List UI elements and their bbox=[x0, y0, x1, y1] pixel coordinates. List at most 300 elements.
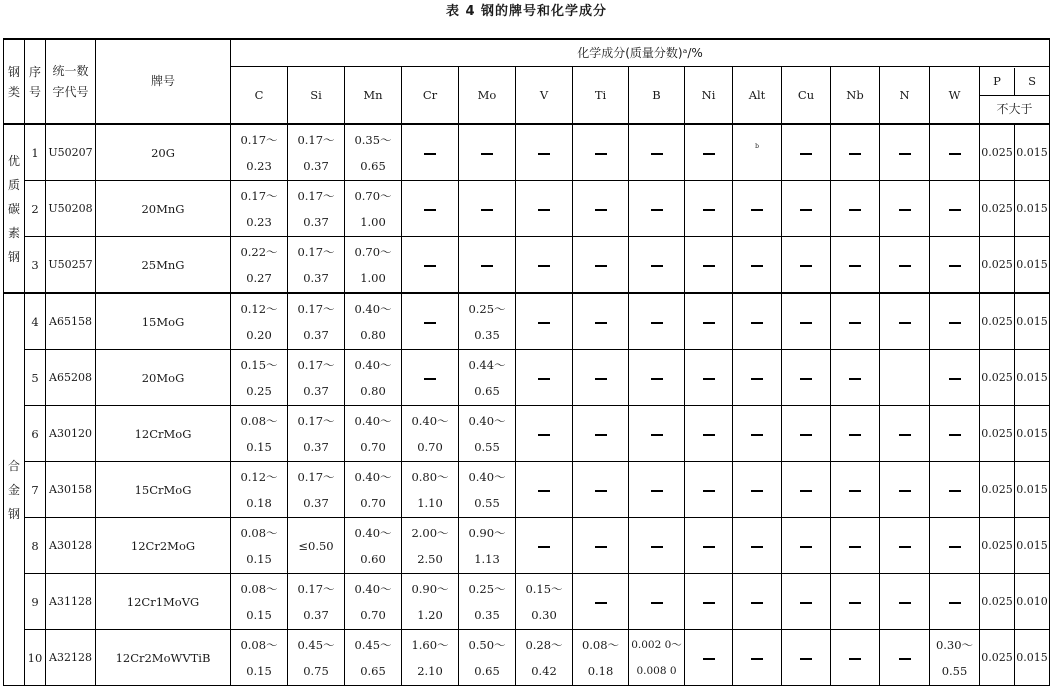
dash-mark bbox=[424, 209, 436, 211]
dash-mark bbox=[800, 265, 812, 267]
dash-mark bbox=[651, 153, 663, 155]
s-cell: 0.015 bbox=[1015, 237, 1050, 294]
footnote-mark: b bbox=[755, 142, 759, 150]
dash-mark bbox=[751, 378, 763, 380]
composition-cell-ti bbox=[573, 293, 629, 350]
seq-cell: 1 bbox=[25, 124, 46, 181]
dash-mark bbox=[949, 602, 961, 604]
dash-mark bbox=[800, 434, 812, 436]
seq-cell: 2 bbox=[25, 181, 46, 237]
dash-mark bbox=[595, 153, 607, 155]
seq-cell: 9 bbox=[25, 574, 46, 630]
composition-cell-mo: 0.40～ 0.55 bbox=[459, 406, 516, 462]
composition-cell-mn: 0.40～ 0.60 bbox=[345, 518, 402, 574]
composition-cell-n bbox=[880, 293, 930, 350]
grade-cell: 12Cr2MoG bbox=[96, 518, 231, 574]
dash-mark bbox=[751, 209, 763, 211]
table-row bbox=[4, 237, 1050, 294]
composition-cell-nb bbox=[831, 181, 880, 237]
dash-mark bbox=[899, 658, 911, 660]
header-not-more-than: 不大于 bbox=[996, 101, 1033, 116]
composition-cell-cu bbox=[782, 406, 831, 462]
composition-cell-nb bbox=[831, 518, 880, 574]
header-element-mo: Mo bbox=[459, 67, 516, 125]
composition-cell-mn: 0.35～ 0.65 bbox=[345, 124, 402, 181]
composition-cell-b bbox=[629, 124, 685, 181]
composition-cell-c: 0.08～ 0.15 bbox=[231, 518, 288, 574]
dash-mark bbox=[949, 490, 961, 492]
composition-cell-cu bbox=[782, 181, 831, 237]
dash-mark bbox=[595, 434, 607, 436]
dash-mark bbox=[595, 322, 607, 324]
code-cell: U50208 bbox=[46, 181, 96, 237]
composition-cell-cr: 0.80～ 1.10 bbox=[402, 462, 459, 518]
s-cell: 0.015 bbox=[1015, 518, 1050, 574]
composition-cell-w bbox=[930, 574, 980, 630]
s-cell: 0.015 bbox=[1015, 124, 1050, 181]
header-element-v: V bbox=[516, 67, 573, 125]
composition-cell-alt bbox=[733, 350, 782, 406]
dash-mark bbox=[751, 602, 763, 604]
p-cell: 0.025 bbox=[980, 237, 1015, 294]
dash-mark bbox=[800, 153, 812, 155]
s-cell: 0.015 bbox=[1015, 406, 1050, 462]
composition-cell-cr bbox=[402, 124, 459, 181]
header-composition: 化学成分(质量分数)ᵃ/% bbox=[231, 39, 1050, 67]
dash-mark bbox=[595, 378, 607, 380]
s-cell: 0.015 bbox=[1015, 181, 1050, 237]
dash-mark bbox=[703, 378, 715, 380]
seq-cell: 3 bbox=[25, 237, 46, 294]
composition-cell-v bbox=[516, 350, 573, 406]
composition-cell-mo: 0.25～ 0.35 bbox=[459, 574, 516, 630]
composition-cell-alt bbox=[733, 518, 782, 574]
composition-cell-c: 0.08～ 0.15 bbox=[231, 574, 288, 630]
code-cell: U50257 bbox=[46, 237, 96, 294]
grade-cell: 25MnG bbox=[96, 237, 231, 294]
composition-cell-ti bbox=[573, 462, 629, 518]
grade-cell: 15MoG bbox=[96, 293, 231, 350]
composition-cell-cr bbox=[402, 181, 459, 237]
header-element-c: C bbox=[231, 67, 288, 125]
composition-cell-cr: 2.00～ 2.50 bbox=[402, 518, 459, 574]
composition-cell-cu bbox=[782, 574, 831, 630]
dash-mark bbox=[899, 602, 911, 604]
header-element-p: P bbox=[980, 68, 1015, 96]
dash-mark bbox=[949, 322, 961, 324]
dash-mark bbox=[800, 546, 812, 548]
composition-cell-b bbox=[629, 237, 685, 294]
composition-cell-ti bbox=[573, 237, 629, 294]
composition-cell-n bbox=[880, 237, 930, 294]
dash-mark bbox=[651, 265, 663, 267]
dash-mark bbox=[703, 490, 715, 492]
header-element-n: N bbox=[880, 67, 930, 125]
s-cell: 0.015 bbox=[1015, 350, 1050, 406]
seq-cell: 4 bbox=[25, 293, 46, 350]
dash-mark bbox=[651, 434, 663, 436]
seq-cell: 8 bbox=[25, 518, 46, 574]
grade-cell: 12CrMoG bbox=[96, 406, 231, 462]
composition-cell-cr bbox=[402, 350, 459, 406]
composition-cell-cu bbox=[782, 293, 831, 350]
dash-mark bbox=[949, 378, 961, 380]
dash-mark bbox=[849, 546, 861, 548]
composition-cell-v bbox=[516, 124, 573, 181]
composition-cell-ni bbox=[685, 518, 733, 574]
code-label: 统一数字代号 bbox=[52, 63, 89, 99]
composition-cell-si: 0.17～ 0.37 bbox=[288, 124, 345, 181]
composition-cell-c: 0.17～ 0.23 bbox=[231, 124, 288, 181]
seq-cell: 10 bbox=[25, 630, 46, 686]
code-cell: A32128 bbox=[46, 630, 96, 686]
composition-cell-v bbox=[516, 237, 573, 294]
table-caption: 表 4 钢的牌号和化学成分 bbox=[445, 4, 608, 19]
header-element-b: B bbox=[629, 67, 685, 125]
composition-cell-c: 0.08～ 0.15 bbox=[231, 406, 288, 462]
dash-mark bbox=[651, 602, 663, 604]
composition-cell-ni bbox=[685, 630, 733, 686]
composition-cell-cr: 0.90～ 1.20 bbox=[402, 574, 459, 630]
seq-cell: 7 bbox=[25, 462, 46, 518]
composition-cell-mn: 0.40～ 0.70 bbox=[345, 406, 402, 462]
composition-cell-v: 0.28～ 0.42 bbox=[516, 630, 573, 686]
dash-mark bbox=[481, 265, 493, 267]
composition-cell-mo: 0.44～ 0.65 bbox=[459, 350, 516, 406]
composition-cell-n bbox=[880, 181, 930, 237]
composition-cell-b bbox=[629, 406, 685, 462]
composition-cell-mo: 0.90～ 1.13 bbox=[459, 518, 516, 574]
dash-mark bbox=[849, 658, 861, 660]
composition-cell-b bbox=[629, 462, 685, 518]
composition-cell-w bbox=[930, 406, 980, 462]
composition-cell-ni bbox=[685, 293, 733, 350]
composition-cell-b bbox=[629, 350, 685, 406]
p-cell: 0.025 bbox=[980, 350, 1015, 406]
grade-cell: 12Cr1MoVG bbox=[96, 574, 231, 630]
composition-cell-si: 0.45～ 0.75 bbox=[288, 630, 345, 686]
composition-cell-mn: 0.70～ 1.00 bbox=[345, 237, 402, 294]
composition-cell-mo bbox=[459, 181, 516, 237]
dash-mark bbox=[751, 490, 763, 492]
table-row bbox=[4, 350, 1050, 406]
grade-cell: 12Cr2MoWVTiB bbox=[96, 630, 231, 686]
dash-mark bbox=[703, 322, 715, 324]
dash-mark bbox=[751, 546, 763, 548]
dash-mark bbox=[703, 265, 715, 267]
code-cell: A31128 bbox=[46, 574, 96, 630]
dash-mark bbox=[849, 602, 861, 604]
seq-cell: 5 bbox=[25, 350, 46, 406]
composition-cell-c: 0.12～ 0.18 bbox=[231, 462, 288, 518]
composition-cell-v bbox=[516, 462, 573, 518]
dash-mark bbox=[949, 209, 961, 211]
composition-cell-cr bbox=[402, 293, 459, 350]
header-ps-group bbox=[980, 67, 1050, 125]
composition-cell-c: 0.22～ 0.27 bbox=[231, 237, 288, 294]
table-row bbox=[4, 462, 1050, 518]
header-seq bbox=[25, 39, 46, 124]
grade-cell: 20G bbox=[96, 124, 231, 181]
dash-mark bbox=[538, 322, 550, 324]
composition-cell-si: 0.17～ 0.37 bbox=[288, 181, 345, 237]
p-cell: 0.025 bbox=[980, 630, 1015, 686]
composition-cell-ni bbox=[685, 181, 733, 237]
header-element-nb: Nb bbox=[831, 67, 880, 125]
composition-cell-cu bbox=[782, 518, 831, 574]
dash-mark bbox=[751, 265, 763, 267]
composition-cell-ni bbox=[685, 124, 733, 181]
code-cell: A65158 bbox=[46, 293, 96, 350]
dash-mark bbox=[703, 434, 715, 436]
composition-cell-w bbox=[930, 350, 980, 406]
dash-mark bbox=[538, 490, 550, 492]
p-cell: 0.025 bbox=[980, 518, 1015, 574]
dash-mark bbox=[751, 658, 763, 660]
dash-mark bbox=[651, 546, 663, 548]
seq-label: 序号 bbox=[28, 64, 41, 99]
composition-cell-n bbox=[880, 124, 930, 181]
dash-mark bbox=[424, 153, 436, 155]
dash-mark bbox=[538, 209, 550, 211]
composition-cell-alt bbox=[733, 462, 782, 518]
composition-cell-mn: 0.40～ 0.80 bbox=[345, 350, 402, 406]
table-row bbox=[4, 574, 1050, 630]
dash-mark bbox=[703, 153, 715, 155]
composition-cell-b bbox=[629, 181, 685, 237]
composition-cell-alt bbox=[733, 406, 782, 462]
code-cell: U50207 bbox=[46, 124, 96, 181]
composition-cell-b bbox=[629, 574, 685, 630]
dash-mark bbox=[538, 546, 550, 548]
table-row bbox=[4, 406, 1050, 462]
dash-mark bbox=[899, 322, 911, 324]
dash-mark bbox=[703, 658, 715, 660]
composition-cell-ni bbox=[685, 462, 733, 518]
composition-cell-alt bbox=[733, 630, 782, 686]
composition-cell-ni bbox=[685, 406, 733, 462]
header-element-ni: Ni bbox=[685, 67, 733, 125]
composition-cell-ni bbox=[685, 574, 733, 630]
composition-cell-c: 0.15～ 0.25 bbox=[231, 350, 288, 406]
composition-cell-mn: 0.40～ 0.70 bbox=[345, 462, 402, 518]
seq-cell: 6 bbox=[25, 406, 46, 462]
composition-cell-n bbox=[880, 574, 930, 630]
chemical-composition-table bbox=[3, 38, 1050, 686]
steel-class-name: 优质碳素钢 bbox=[7, 153, 20, 264]
p-cell: 0.025 bbox=[980, 293, 1015, 350]
composition-cell-w bbox=[930, 462, 980, 518]
dash-mark bbox=[595, 209, 607, 211]
steel-class-label: 钢类 bbox=[7, 64, 20, 99]
composition-cell-c: 0.17～ 0.23 bbox=[231, 181, 288, 237]
composition-cell-mo: 0.40～ 0.55 bbox=[459, 462, 516, 518]
composition-cell-w: 0.30～ 0.55 bbox=[930, 630, 980, 686]
composition-cell-mn: 0.45～ 0.65 bbox=[345, 630, 402, 686]
dash-mark bbox=[899, 490, 911, 492]
composition-cell-ti: 0.08～ 0.18 bbox=[573, 630, 629, 686]
composition-cell-mn: 0.40～ 0.70 bbox=[345, 574, 402, 630]
composition-cell-v bbox=[516, 181, 573, 237]
composition-cell-nb bbox=[831, 350, 880, 406]
dash-mark bbox=[703, 546, 715, 548]
dash-mark bbox=[651, 490, 663, 492]
grade-cell: 20MoG bbox=[96, 350, 231, 406]
steel-class-cell bbox=[4, 293, 25, 686]
dash-mark bbox=[849, 265, 861, 267]
composition-cell-w bbox=[930, 181, 980, 237]
composition-cell-ti bbox=[573, 518, 629, 574]
dash-mark bbox=[899, 546, 911, 548]
composition-cell-cu bbox=[782, 124, 831, 181]
composition-cell-n bbox=[880, 350, 930, 406]
dash-mark bbox=[849, 434, 861, 436]
s-cell: 0.015 bbox=[1015, 293, 1050, 350]
dash-mark bbox=[800, 602, 812, 604]
dash-mark bbox=[538, 378, 550, 380]
steel-class-cell bbox=[4, 124, 25, 293]
composition-cell-mo: 0.50～ 0.65 bbox=[459, 630, 516, 686]
composition-cell-mn: 0.40～ 0.80 bbox=[345, 293, 402, 350]
composition-cell-cu bbox=[782, 630, 831, 686]
dash-mark bbox=[849, 153, 861, 155]
dash-mark bbox=[651, 209, 663, 211]
dash-mark bbox=[800, 378, 812, 380]
composition-cell-c: 0.08～ 0.15 bbox=[231, 630, 288, 686]
composition-cell-si: ≤0.50 bbox=[288, 518, 345, 574]
composition-cell-cr: 1.60～ 2.10 bbox=[402, 630, 459, 686]
dash-mark bbox=[800, 322, 812, 324]
dash-mark bbox=[651, 378, 663, 380]
composition-cell-nb bbox=[831, 574, 880, 630]
dash-mark bbox=[703, 602, 715, 604]
table-row bbox=[4, 630, 1050, 686]
dash-mark bbox=[595, 265, 607, 267]
s-cell: 0.010 bbox=[1015, 574, 1050, 630]
composition-cell-si: 0.17～ 0.37 bbox=[288, 406, 345, 462]
grade-cell: 20MnG bbox=[96, 181, 231, 237]
composition-cell-w bbox=[930, 518, 980, 574]
dash-mark bbox=[595, 490, 607, 492]
table-row bbox=[4, 181, 1050, 237]
dash-mark bbox=[849, 490, 861, 492]
composition-cell-ti bbox=[573, 574, 629, 630]
composition-cell-w bbox=[930, 293, 980, 350]
composition-cell-cr: 0.40～ 0.70 bbox=[402, 406, 459, 462]
table-row bbox=[4, 293, 1050, 350]
dash-mark bbox=[595, 546, 607, 548]
p-cell: 0.025 bbox=[980, 181, 1015, 237]
dash-mark bbox=[651, 322, 663, 324]
composition-cell-cu bbox=[782, 350, 831, 406]
dash-mark bbox=[899, 265, 911, 267]
composition-cell-mo bbox=[459, 237, 516, 294]
composition-cell-mn: 0.70～ 1.00 bbox=[345, 181, 402, 237]
composition-cell-nb bbox=[831, 462, 880, 518]
composition-cell-v bbox=[516, 518, 573, 574]
dash-mark bbox=[751, 322, 763, 324]
s-cell: 0.015 bbox=[1015, 630, 1050, 686]
header-element-si: Si bbox=[288, 67, 345, 125]
composition-cell-alt bbox=[733, 124, 782, 181]
header-element-w: W bbox=[930, 67, 980, 125]
header-code bbox=[46, 39, 96, 124]
code-cell: A30120 bbox=[46, 406, 96, 462]
composition-cell-w bbox=[930, 237, 980, 294]
composition-cell-alt bbox=[733, 237, 782, 294]
composition-cell-n bbox=[880, 406, 930, 462]
composition-cell-b: 0.002 0～ 0.008 0 bbox=[629, 630, 685, 686]
composition-cell-si: 0.17～ 0.37 bbox=[288, 237, 345, 294]
header-element-ti: Ti bbox=[573, 67, 629, 125]
dash-mark bbox=[949, 434, 961, 436]
composition-cell-si: 0.17～ 0.37 bbox=[288, 350, 345, 406]
dash-mark bbox=[899, 434, 911, 436]
composition-cell-ti bbox=[573, 350, 629, 406]
composition-cell-ni bbox=[685, 350, 733, 406]
dash-mark bbox=[849, 209, 861, 211]
p-cell: 0.025 bbox=[980, 574, 1015, 630]
dash-mark bbox=[949, 265, 961, 267]
dash-mark bbox=[424, 265, 436, 267]
header-element-s: S bbox=[1015, 68, 1050, 96]
composition-cell-ni bbox=[685, 237, 733, 294]
dash-mark bbox=[538, 153, 550, 155]
dash-mark bbox=[424, 378, 436, 380]
composition-cell-nb bbox=[831, 293, 880, 350]
dash-mark bbox=[424, 322, 436, 324]
table-row bbox=[4, 124, 1050, 181]
dash-mark bbox=[538, 265, 550, 267]
header-element-alt: Alt bbox=[733, 67, 782, 125]
code-cell: A30158 bbox=[46, 462, 96, 518]
composition-cell-nb bbox=[831, 237, 880, 294]
header-element-cr: Cr bbox=[402, 67, 459, 125]
composition-cell-v: 0.15～ 0.30 bbox=[516, 574, 573, 630]
dash-mark bbox=[899, 209, 911, 211]
composition-cell-alt bbox=[733, 181, 782, 237]
composition-cell-ti bbox=[573, 181, 629, 237]
header-element-mn: Mn bbox=[345, 67, 402, 125]
dash-mark bbox=[538, 434, 550, 436]
dash-mark bbox=[703, 209, 715, 211]
composition-cell-n bbox=[880, 462, 930, 518]
dash-mark bbox=[800, 658, 812, 660]
composition-cell-alt bbox=[733, 574, 782, 630]
p-cell: 0.025 bbox=[980, 406, 1015, 462]
dash-mark bbox=[800, 209, 812, 211]
composition-cell-alt bbox=[733, 293, 782, 350]
dash-mark bbox=[481, 209, 493, 211]
composition-cell-b bbox=[629, 293, 685, 350]
composition-cell-si: 0.17～ 0.37 bbox=[288, 574, 345, 630]
dash-mark bbox=[949, 546, 961, 548]
dash-mark bbox=[751, 434, 763, 436]
steel-class-name: 合金钢 bbox=[7, 458, 20, 521]
code-cell: A65208 bbox=[46, 350, 96, 406]
composition-cell-ti bbox=[573, 406, 629, 462]
composition-cell-n bbox=[880, 630, 930, 686]
composition-cell-cr bbox=[402, 237, 459, 294]
composition-cell-mo bbox=[459, 124, 516, 181]
p-cell: 0.025 bbox=[980, 124, 1015, 181]
composition-cell-mo: 0.25～ 0.35 bbox=[459, 293, 516, 350]
composition-cell-w bbox=[930, 124, 980, 181]
dash-mark bbox=[949, 153, 961, 155]
composition-cell-nb bbox=[831, 406, 880, 462]
dash-mark bbox=[849, 322, 861, 324]
composition-cell-ti bbox=[573, 124, 629, 181]
